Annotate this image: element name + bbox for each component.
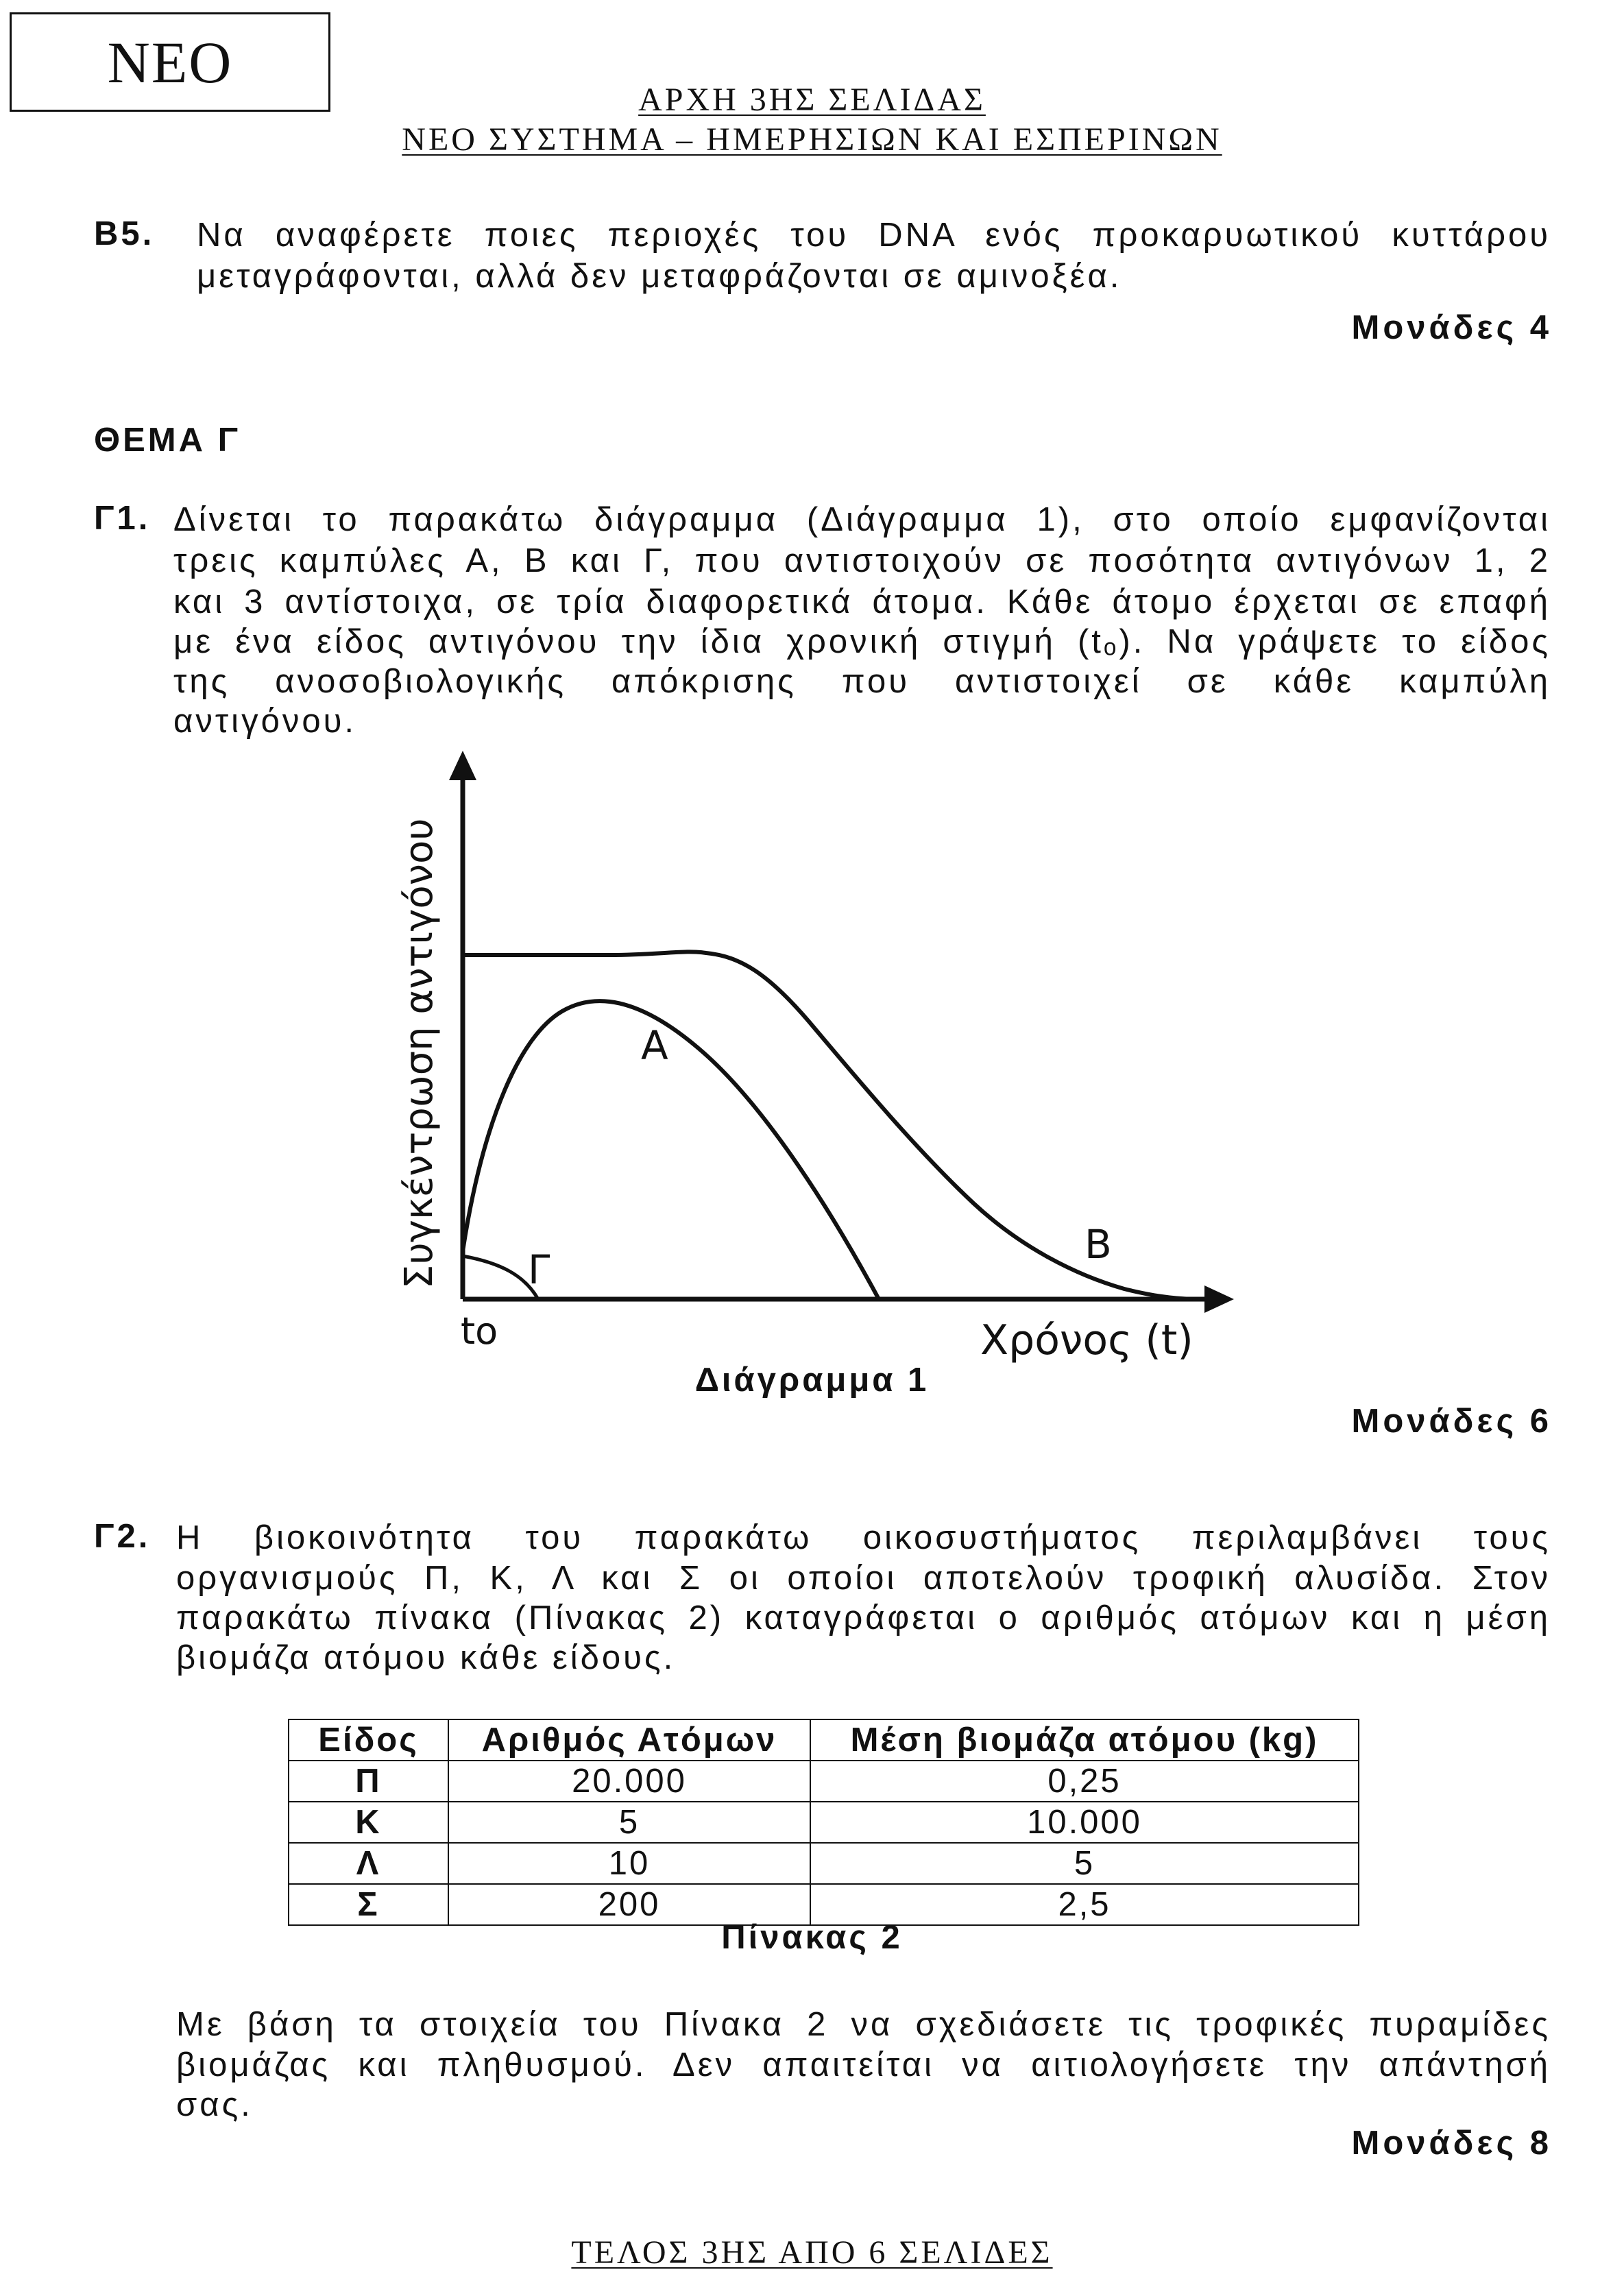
curve-a: [463, 1001, 879, 1299]
curve-g-label: Γ: [528, 1246, 550, 1293]
marks-b5: Μονάδες 4: [1351, 309, 1552, 346]
marks-g2: Μονάδες 8: [1351, 2125, 1552, 2162]
table-cell: 200: [448, 1884, 810, 1925]
table-header-cell: Μέση βιομάζα ατόμου (kg): [810, 1719, 1359, 1761]
x-axis-arrow-icon: [1204, 1285, 1234, 1313]
table-cell: 2,5: [810, 1884, 1359, 1925]
curve-a-label: Α: [641, 1022, 668, 1069]
question-g2-line: βιομάζα ατόμου κάθε είδους.: [176, 1639, 676, 1676]
page-footer: ΤΕΛΟΣ 3ΗΣ ΑΠΟ 6 ΣΕΛΙΔΕΣ: [571, 2234, 1053, 2271]
table-row: [289, 1843, 1359, 1884]
question-g2-line: παρακάτω πίνακα (Πίνακας 2) καταγράφεται ο αριθμός ατόμων και η μέση: [176, 1599, 1551, 1636]
question-g1-line: Δίνεται το παρακάτω διάγραμμα (Διάγραμμα 1), στο οποίο εμφανίζονται: [173, 501, 1551, 538]
table-cell: 0,25: [810, 1761, 1359, 1802]
table-cell: 20.000: [448, 1761, 810, 1802]
question-g1-line: αντιγόνου.: [173, 703, 356, 740]
marks-g1: Μονάδες 6: [1351, 1403, 1552, 1440]
question-g1-line: και 3 αντίστοιχα, σε τρία διαφορετικά άτομα. Κάθε άτομο έρχεται σε επαφή: [173, 583, 1551, 620]
neo-badge: ΝΕΟ: [10, 12, 330, 112]
question-b5-line1: Να αναφέρετε ποιες περιοχές του DNA ενός προκαρυωτικού κυττάρου: [197, 217, 1551, 254]
instructions-line: Με βάση τα στοιχεία του Πίνακα 2 να σχεδιάσετε τις τροφικές πυραμίδες: [176, 2006, 1551, 2043]
question-g1-line: τρεις καμπύλες Α, Β και Γ, που αντιστοιχούν σε ποσότητα αντιγόνων 1, 2: [173, 542, 1551, 579]
y-axis-arrow-icon: [449, 751, 476, 780]
curve-g: [463, 1256, 538, 1299]
question-g2-line: οργανισμούς Π, Κ, Λ και Σ οι οποίοι αποτελούν τροφική αλυσίδα. Στον: [176, 1560, 1551, 1597]
table-cell: 5: [810, 1843, 1359, 1884]
table-cell: Π: [289, 1761, 448, 1802]
instructions-line: σας.: [176, 2086, 253, 2123]
table-caption: Πίνακας 2: [721, 1919, 903, 1956]
section-title: ΘΕΜΑ Γ: [94, 422, 241, 459]
table-cell: Λ: [289, 1843, 448, 1884]
question-g1-line: της ανοσοβιολογικής απόκρισης που αντιστοιχεί σε κάθε καμπύλη: [173, 663, 1551, 700]
table-2: [288, 1719, 1359, 1926]
table-cell: Κ: [289, 1802, 448, 1843]
y-axis-label: Συγκέντρωση αντιγόνου: [397, 818, 441, 1289]
x-axis-label: Χρόνος (t): [980, 1316, 1193, 1364]
instructions-line: βιομάζας και πληθυσμού. Δεν απαιτείται να αιτιολογήσετε την απάντησή: [176, 2046, 1551, 2083]
table-header-cell: Αριθμός Ατόμων: [448, 1719, 810, 1761]
table-cell: 10: [448, 1843, 810, 1884]
curve-b-label: Β: [1084, 1221, 1112, 1268]
table-cell: 5: [448, 1802, 810, 1843]
question-g1-line: με ένα είδος αντιγόνου την ίδια χρονική στιγμή (tₒ). Να γράψετε το είδος: [173, 623, 1551, 660]
page-header-line2: ΝΕΟ ΣΥΣΤΗΜΑ – ΗΜΕΡΗΣΙΩΝ ΚΑΙ ΕΣΠΕΡΙΝΩΝ: [402, 121, 1222, 158]
table-row: [289, 1761, 1359, 1802]
diagram-caption: Διάγραμμα 1: [694, 1362, 930, 1399]
diagram-1: [384, 747, 1248, 1378]
question-g2-label: Γ2.: [94, 1518, 151, 1555]
question-g2-line: Η βιοκοινότητα του παρακάτω οικοσυστήματος περιλαμβάνει τους: [176, 1519, 1551, 1556]
page-header-line1: ΑΡΧΗ 3ΗΣ ΣΕΛΙΔΑΣ: [638, 82, 986, 118]
table-header-cell: Είδος: [289, 1719, 448, 1761]
origin-label: to: [461, 1309, 498, 1353]
table-row: [289, 1802, 1359, 1843]
question-b5-line2: μεταγράφονται, αλλά δεν μεταφράζονται σε αμινοξέα.: [197, 258, 1122, 295]
curve-b: [463, 952, 1193, 1299]
question-g1-label: Γ1.: [94, 500, 151, 537]
table-cell: Σ: [289, 1884, 448, 1925]
question-b5-label: Β5.: [94, 215, 155, 252]
table-header-row: [289, 1719, 1359, 1761]
table-cell: 10.000: [810, 1802, 1359, 1843]
